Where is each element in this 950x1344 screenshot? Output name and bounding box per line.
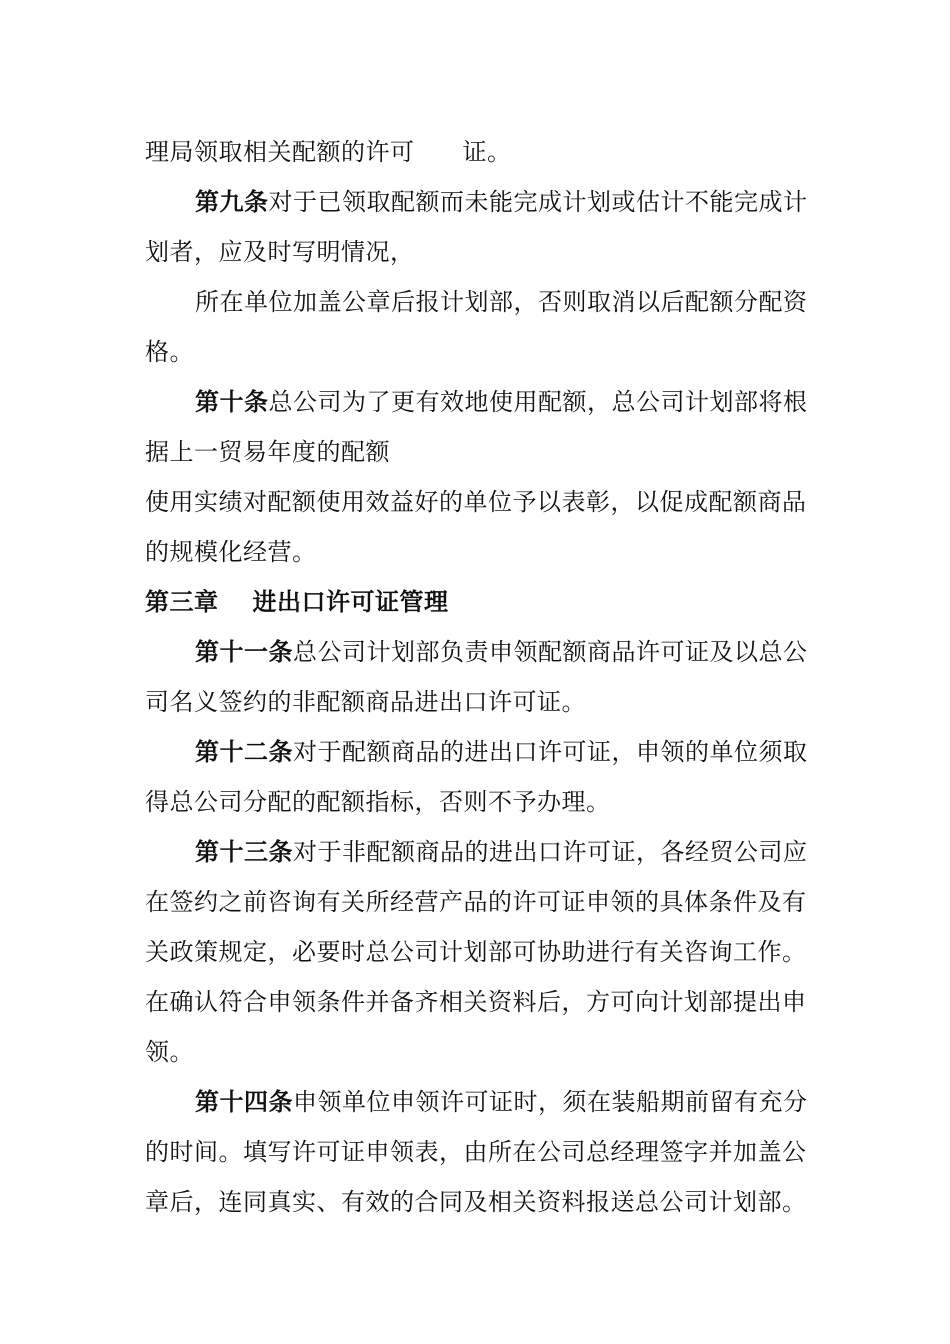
article-12-line bbox=[195, 736, 825, 768]
paragraph-line bbox=[145, 136, 825, 168]
article-13-heading: 第十三条 bbox=[195, 837, 293, 866]
article-14-text: 申领单位申领许可证时，须在装船期前留有充分 bbox=[293, 1088, 808, 1116]
article-13-line bbox=[195, 836, 825, 868]
paragraph-line: 得总公司分配的配额指标，否则不予办理。 bbox=[145, 788, 611, 816]
article-14-heading: 第十四条 bbox=[195, 1087, 293, 1116]
article-10-text: 总公司为了更有效地使用配额，总公司计划部将根 bbox=[268, 388, 808, 416]
article-9-line bbox=[195, 186, 825, 218]
paragraph-line: 格。 bbox=[145, 338, 194, 366]
article-12-heading: 第十二条 bbox=[195, 737, 293, 766]
paragraph-line: 所在单位加盖公章后报计划部，否则取消以后配额分配资 bbox=[195, 288, 808, 316]
article-10-line bbox=[195, 386, 825, 418]
paragraph-line: 章后，连同真实、有效的合同及相关资料报送总公司计划部。 bbox=[145, 1188, 807, 1216]
paragraph-line: 据上一贸易年度的配额 bbox=[145, 438, 390, 466]
paragraph-line: 划者，应及时写明情况， bbox=[145, 238, 415, 266]
article-14-line bbox=[195, 1086, 825, 1118]
paragraph-line: 的规模化经营。 bbox=[145, 538, 317, 566]
article-9-heading: 第九条 bbox=[195, 187, 269, 216]
chapter-number: 第三章 bbox=[145, 587, 219, 616]
article-11-heading: 第十一条 bbox=[195, 637, 293, 666]
text-run: 证。 bbox=[462, 138, 512, 166]
paragraph-line: 领。 bbox=[145, 1038, 194, 1066]
paragraph-line: 关政策规定，必要时总公司计划部可协助进行有关咨询工作。 bbox=[145, 938, 807, 966]
paragraph-line: 的时间。填写许可证申领表，由所在公司总经理签字并加盖公 bbox=[145, 1138, 807, 1166]
text-run: 理局领取相关配额的许可 bbox=[145, 138, 415, 166]
article-11-line bbox=[195, 636, 825, 668]
paragraph-line: 在签约之前咨询有关所经营产品的许可证申领的具体条件及有 bbox=[145, 888, 807, 916]
chapter-heading bbox=[145, 586, 825, 618]
article-13-text: 对于非配额商品的进出口许可证，各经贸公司应 bbox=[293, 838, 808, 866]
article-12-text: 对于配额商品的进出口许可证，申领的单位须取 bbox=[293, 738, 808, 766]
article-11-text: 总公司计划部负责申领配额商品许可证及以总公 bbox=[293, 638, 808, 666]
paragraph-line: 使用实绩对配额使用效益好的单位予以表彰，以促成配额商品 bbox=[145, 488, 807, 516]
article-9-text: 对于已领取配额而未能完成计划或估计不能完成计 bbox=[268, 188, 808, 216]
paragraph-line: 司名义签约的非配额商品进出口许可证。 bbox=[145, 688, 586, 716]
chapter-title: 进出口许可证管理 bbox=[252, 587, 449, 616]
paragraph-line: 在确认符合申领条件并备齐相关资料后，方可向计划部提出申 bbox=[145, 988, 807, 1016]
article-10-heading: 第十条 bbox=[195, 387, 269, 416]
